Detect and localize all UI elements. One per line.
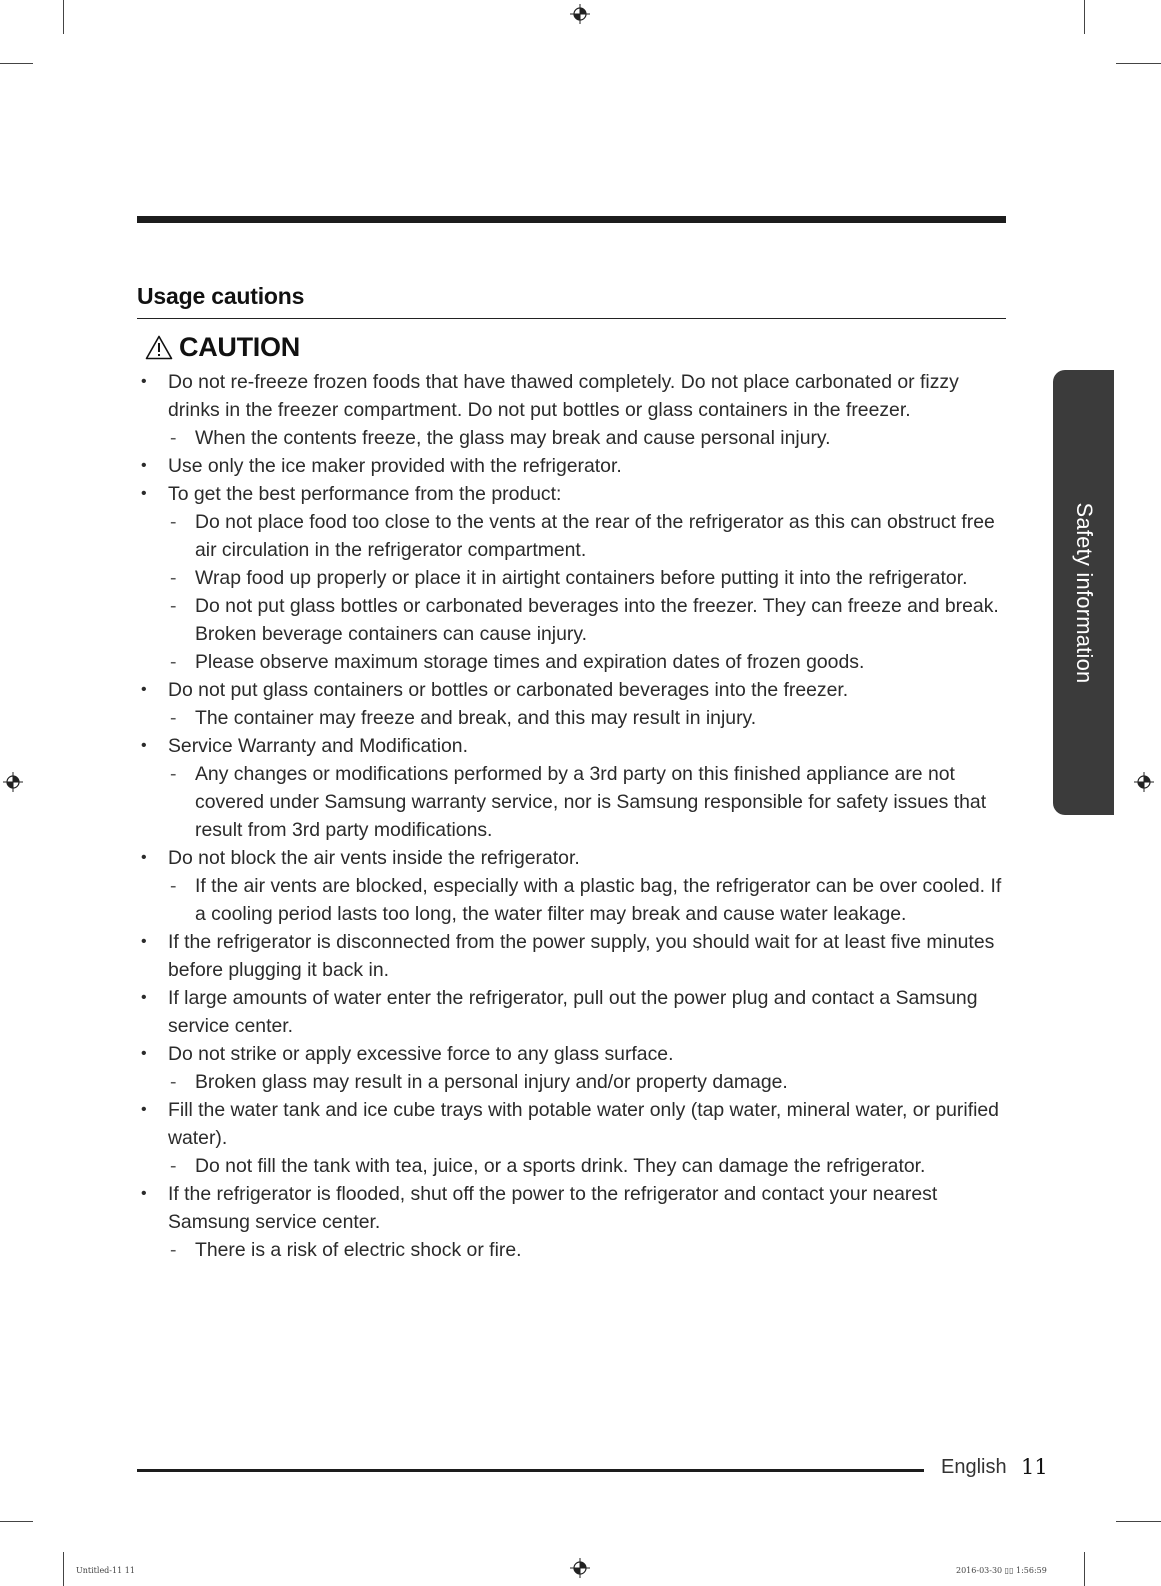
- header-rule: [137, 216, 1006, 223]
- bullet-item: • Do not re-freeze frozen foods that have thawed completely. Do not place carbonated or fizzy drinks in the freezer compartment. Do not put bottles or glass containers in the freezer.: [137, 368, 1012, 424]
- side-tab: [1053, 370, 1114, 815]
- crop-mark: [1116, 1521, 1161, 1522]
- sub-item: - Do not place food too close to the vents at the rear of the refrigerator as this can obstruct free air circulation in the refrigerator compartment.: [137, 508, 1012, 564]
- print-imprint-right: 2016-03-30 ▯▯ 1:56:59: [956, 1566, 1047, 1575]
- bullet-item: • If the refrigerator is disconnected from the power supply, you should wait for at least five minutes before plugging it back in.: [137, 928, 1012, 984]
- side-tab-label: Safety information: [1071, 502, 1097, 683]
- bullet-item: • If the refrigerator is flooded, shut off the power to the refrigerator and contact your nearest Samsung service center.: [137, 1180, 1012, 1236]
- sub-item: - The container may freeze and break, and this may result in injury.: [137, 704, 1012, 732]
- bullet-item: • Do not block the air vents inside the refrigerator.: [137, 844, 1012, 872]
- crop-mark: [63, 0, 64, 34]
- sub-item: - There is a risk of electric shock or fire.: [137, 1236, 1012, 1264]
- sub-item: - Wrap food up properly or place it in airtight containers before putting it into the refrigerator.: [137, 564, 1012, 592]
- title-underline: [137, 318, 1006, 319]
- sub-item: - Please observe maximum storage times and expiration dates of frozen goods.: [137, 648, 1012, 676]
- bullet-item: • Do not put glass containers or bottles or carbonated beverages into the freezer.: [137, 676, 1012, 704]
- crop-mark: [1084, 1552, 1085, 1586]
- crop-mark: [1116, 63, 1161, 64]
- caution-label: CAUTION: [179, 332, 300, 362]
- bullet-item: • To get the best performance from the product:: [137, 480, 1012, 508]
- footer-language: English: [941, 1456, 1007, 1478]
- crop-mark: [1084, 0, 1085, 34]
- caution-heading: [145, 332, 300, 363]
- sub-item: - Broken glass may result in a personal injury and/or property damage.: [137, 1068, 1012, 1096]
- bullet-item: • Do not strike or apply excessive force to any glass surface.: [137, 1040, 1012, 1068]
- page-number: 11: [1021, 1455, 1048, 1479]
- registration-mark-icon: [570, 4, 590, 24]
- bullet-item: • Fill the water tank and ice cube trays with potable water only (tap water, mineral water, or purified water).: [137, 1096, 1012, 1152]
- section-title: Usage cautions: [137, 283, 305, 309]
- crop-mark: [63, 1552, 64, 1586]
- crop-mark: [0, 1521, 33, 1522]
- sub-item: - When the contents freeze, the glass may break and cause personal injury.: [137, 424, 1012, 452]
- registration-mark-icon: [1134, 772, 1154, 792]
- sub-item: - Any changes or modifications performed by a 3rd party on this finished appliance are not covered under Samsung warranty service, nor is Samsung responsible for safety issues that result from 3rd party modifications.: [137, 760, 1012, 844]
- bullet-item: • If large amounts of water enter the refrigerator, pull out the power plug and contact a Samsung service center.: [137, 984, 1012, 1040]
- sub-item: - Do not fill the tank with tea, juice, or a sports drink. They can damage the refrigerator.: [137, 1152, 1012, 1180]
- bullet-item: • Use only the ice maker provided with the refrigerator.: [137, 452, 1012, 480]
- caution-list: [137, 368, 1012, 1264]
- print-imprint-left: Untitled-11 11: [76, 1566, 135, 1575]
- sub-item: - If the air vents are blocked, especially with a plastic bag, the refrigerator can be over cooled. If a cooling period lasts too long, the water filter may break and cause water leakage.: [137, 872, 1012, 928]
- sub-item: - Do not put glass bottles or carbonated beverages into the freezer. They can freeze and break. Broken beverage containers can cause injury.: [137, 592, 1012, 648]
- footer-rule: [137, 1469, 924, 1472]
- crop-mark: [0, 63, 33, 64]
- registration-mark-icon: [570, 1558, 590, 1578]
- warning-triangle-icon: [145, 335, 173, 360]
- bullet-item: • Service Warranty and Modification.: [137, 732, 1012, 760]
- registration-mark-icon: [3, 772, 23, 792]
